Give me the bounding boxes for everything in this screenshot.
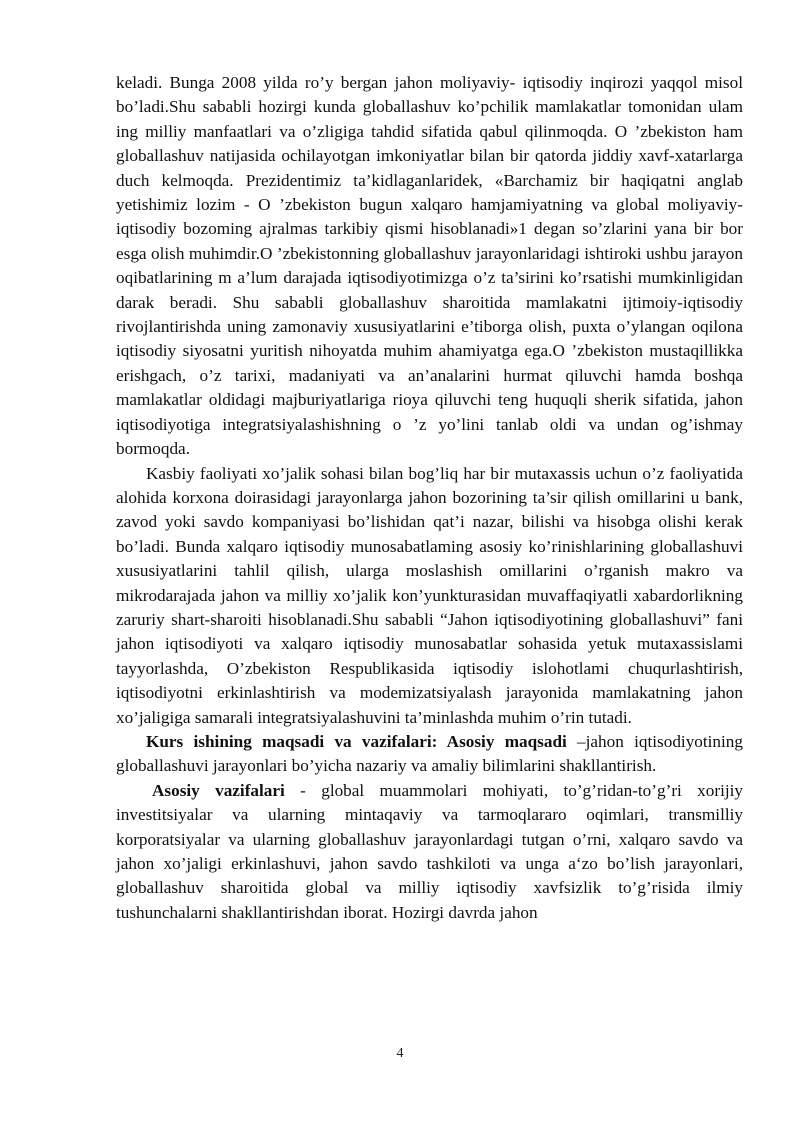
course-goal-text: –jahon iqtisodiyotining globallashuvi jarayonlari bo’yicha nazariy va amaliy bilimlarini shakllantirish. bbox=[116, 731, 743, 776]
page-number: 4 bbox=[396, 1046, 404, 1061]
main-tasks-text: - global muammolari mohiyati, to’g’ridan-to’g’ri xorijiy investitsiyalar va ularning mintaqaviy va tarmoqlararo oqimlari, transmilliy korporatsiyalar va ularning globallashuv jarayonlardagi tutgan o’rni, xalqaro savdo va jahon xo’jaligi erkinlashuvi, jahon savdo tashkiloti va unga a‘zo bo’lish jarayonlari, globallashuv sharoitida global va milliy iqtisodiy xavfsizlik to’g’risida ilmiy tushunchalarni shakllantirishdan iborat. Hozirgi davrda jahon bbox=[116, 780, 743, 922]
document-page bbox=[116, 71, 743, 925]
course-goal-heading: Kurs ishining maqsadi va vazifalari: Asosiy maqsadi bbox=[146, 731, 567, 751]
paragraph-professional-activity: Kasbiy faoliyati xo’jalik sohasi bilan bog’liq har bir mutaxassis uchun o’z faoliyatida alohida korxona doirasidagi jarayonlarga jahon bozorining ta’sir qilish omillarini u bank, zavod yoki savdo kompaniyasi bo’lishidan qat’i nazar, bilishi va hisobga olishi kerak bo’ladi. Bunda xalqaro iqtisodiy munosabatlaming asosiy ko’rinishlarining globallashuvi xususiyatlarini tahlil qilish, ularga moslashish omillarini o’rganish makro va mikrodarajada jahon va milliy xo’jalik kon’yunkturasidan muvaffaqiyatli xabardorlikning zaruriy shart-sharoiti hisoblanadi.Shu sababli “Jahon iqtisodiyotining globallashuvi” fani jahon iqtisodiyoti va xalqaro iqtisodiy munosabatlar sohasida yetuk mutaxassislami tayyorlashda, O’zbekiston Respublikasida iqtisodiy islohotlami chuqurlashtirish, iqtisodiyotni erkinlashtirish va modemizatsiyalash jarayonida mamlakatning jahon xo’jaligiga samarali integratsiyalashuvini ta’minlashda muhim o’rin tutadi. bbox=[116, 463, 743, 727]
paragraph-main-tasks bbox=[116, 779, 743, 925]
paragraph-globalization-risks: keladi. Bunga 2008 yilda ro’y bergan jahon moliyaviy- iqtisodiy inqirozi yaqqol misol bo’ladi.Shu sababli hozirgi kunda globallashuv ko’pchilik mamlakatlar tomonidan ulam ing milliy manfaatlari va o’zligiga tahdid sifatida qabul qilinmoqda. O ’zbekiston ham globallashuv natijasida ochilayotgan imkoniyatlar bilan bir qatorda jiddiy xavf-xatarlarga duch kelmoqda. Prezidentimiz ta’kidlaganlaridek, «Barchamiz bir haqiqatni anglab yetishimiz lozim - O ’zbekiston bugun xalqaro hamjamiyatning va global moliyaviy- iqtisodiy bozoming ajralmas tarkibiy qismi hisoblanadi»1 degan so’zlarini yana bir bor esga olish muhimdir.O ’zbekistonning globallashuv jarayonlaridagi ishtiroki ushbu jarayon oqibatlarining m a’lum darajada iqtisodiyotimizga o’z ta’sirini ko’rsatishi mumkinligidan darak beradi. Shu sababli globallashuv sharoitida mamlakatni ijtimoiy-iqtisodiy rivojlantirishda uning zamonaviy xususiyatlarini e’tiborga olish, puxta o’ylangan oqilona iqtisodiy siyosatni yuritish nihoyatda muhim ahamiyatga ega.O ’zbekiston mustaqillikka erishgach, o’z tarixi, madaniyati va an’analarini hurmat qiluvchi hamda boshqa mamlakatlar oldidagi majburiyatlariga rioya qiluvchi teng huquqli sherik sifatida, jahon iqtisodiyotiga integratsiyalashishning o ’z yo’lini tanlab oldi va undan og’ishmay bormoqda. bbox=[116, 73, 743, 459]
main-tasks-heading: Asosiy vazifalari bbox=[152, 780, 285, 800]
paragraph-course-goal bbox=[116, 730, 743, 779]
